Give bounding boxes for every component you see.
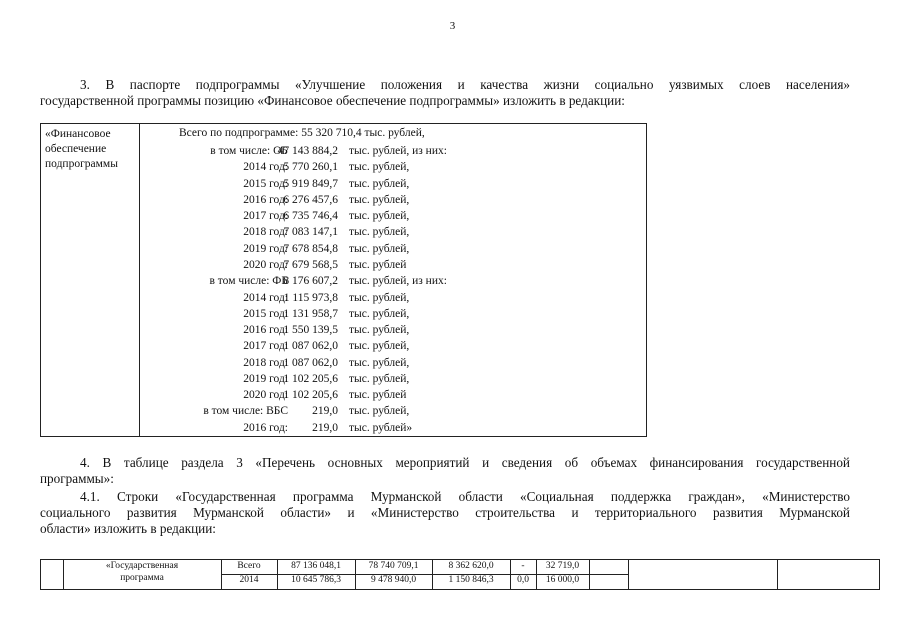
finance-row <box>41 355 648 371</box>
budget-cell-ob: 78 740 709,1 <box>368 561 419 571</box>
finance-label-line: обеспечение <box>45 143 107 155</box>
finance-row-unit: тыс. рублей, <box>349 405 410 418</box>
finance-row <box>41 241 648 257</box>
finance-row-label: в том числе: ВБС <box>203 405 288 418</box>
finance-row-value: 7 679 568,5 <box>283 258 338 271</box>
budget-col-line <box>777 560 778 589</box>
finance-row-label: 2017 год: <box>243 340 288 353</box>
finance-row-value: 219,0 <box>312 421 338 434</box>
finance-row-unit: тыс. рублей, <box>349 193 410 206</box>
finance-row-unit: тыс. рублей, <box>349 226 410 239</box>
budget-col-line <box>628 560 629 589</box>
budget-cell-vbs: 16 000,0 <box>545 575 580 585</box>
finance-row-unit: тыс. рублей, <box>349 340 410 353</box>
finance-table <box>40 123 647 437</box>
finance-row-value: 7 083 147,1 <box>283 226 338 239</box>
budget-cell-fb: 8 362 620,0 <box>448 561 494 571</box>
finance-row-label: 2020 год: <box>243 258 288 271</box>
finance-row-label: 2015 год: <box>243 177 288 190</box>
finance-row-label: 2020 год: <box>243 389 288 402</box>
section-4-line-2: программы»: <box>40 471 114 486</box>
finance-row-value: 1 102 205,6 <box>283 389 338 402</box>
finance-row-value: 1 131 958,7 <box>283 307 338 320</box>
budget-table <box>40 559 880 590</box>
finance-total: Всего по подпрограмме: 55 320 710,4 тыс. рублей, <box>179 127 425 139</box>
finance-row-label: 2019 год: <box>243 372 288 385</box>
finance-row <box>41 306 648 322</box>
finance-row <box>41 338 648 354</box>
finance-row-value: 7 678 854,8 <box>283 242 338 255</box>
finance-row-value: 47 143 884,2 <box>277 145 338 157</box>
finance-row-label: 2014 год: <box>243 161 288 174</box>
finance-row-value: 1 087 062,0 <box>283 356 338 369</box>
budget-cell-mb: - <box>521 561 525 571</box>
budget-program-name: программа <box>120 573 164 583</box>
finance-row-unit: тыс. рублей, <box>349 291 410 304</box>
finance-row <box>41 143 648 159</box>
finance-row-unit: тыс. рублей <box>349 389 407 402</box>
finance-row-value: 5 919 849,7 <box>283 177 338 190</box>
section-3-line-1: 3. В паспорте подпрограммы «Улучшение положения и качества жизни социально уязвимых слоев населения» <box>80 77 850 92</box>
page-number: 3 <box>449 20 456 32</box>
budget-cell-mb: 0,0 <box>517 575 529 585</box>
section-4-line-1: 4. В таблице раздела 3 «Перечень основных мероприятий и сведения об объемах финансирования государственной <box>80 455 850 470</box>
finance-row <box>41 290 648 306</box>
finance-row-label: 2016 год: <box>243 421 288 434</box>
finance-row-unit: тыс. рублей, <box>349 242 410 255</box>
finance-row-value: 1 550 139,5 <box>283 324 338 337</box>
finance-row <box>41 420 648 436</box>
finance-row-label: 2018 год: <box>243 356 288 369</box>
finance-row-label: 2016 год: <box>243 324 288 337</box>
finance-row-value: 219,0 <box>312 405 338 418</box>
finance-row-label: 2018 год: <box>243 226 288 239</box>
section-4-1-line-1: 4.1. Строки «Государственная программа Мурманской области «Социальная поддержка граждан», «Министерство <box>80 489 850 504</box>
budget-cell-ob: 9 478 940,0 <box>370 575 417 585</box>
finance-row <box>41 273 648 289</box>
finance-row-label: в том числе: ФБ <box>209 275 288 288</box>
finance-row-value: 1 087 062,0 <box>283 340 338 353</box>
section-3-line-2: государственной программы позицию «Финансовое обеспечение подпрограммы» изложить в редакции: <box>40 93 625 108</box>
finance-row <box>41 387 648 403</box>
finance-label-line: «Финансовое <box>45 128 111 140</box>
finance-row-value: 1 102 205,6 <box>283 372 338 385</box>
finance-row <box>41 192 648 208</box>
budget-cell-period: 2014 <box>239 575 259 585</box>
finance-row-value: 1 115 973,8 <box>283 291 338 304</box>
finance-row-value: 5 770 260,1 <box>283 161 338 174</box>
finance-row-unit: тыс. рублей, из них: <box>349 275 447 288</box>
finance-row-value: 8 176 607,2 <box>283 275 338 288</box>
finance-row <box>41 159 648 175</box>
finance-row-unit: тыс. рублей, <box>349 324 410 337</box>
finance-row <box>41 403 648 419</box>
budget-cell-total: 87 136 048,1 <box>291 561 341 571</box>
finance-row-unit: тыс. рублей, <box>349 161 410 174</box>
finance-row-label: 2014 год: <box>243 291 288 304</box>
finance-row-unit: тыс. рублей <box>349 258 407 271</box>
finance-row-unit: тыс. рублей, <box>349 177 410 190</box>
budget-cell-vbs: 32 719,0 <box>545 561 580 571</box>
budget-cell-total: 10 645 786,3 <box>291 575 341 585</box>
finance-row-unit: тыс. рублей, из них: <box>349 145 447 157</box>
finance-label-line: подпрограммы <box>45 158 118 170</box>
finance-row-unit: тыс. рублей, <box>349 210 410 223</box>
finance-row <box>41 257 648 273</box>
finance-row-value: 6 276 457,6 <box>283 193 338 206</box>
finance-row-unit: тыс. рублей, <box>349 307 410 320</box>
finance-row <box>41 176 648 192</box>
finance-row <box>41 322 648 338</box>
finance-row-unit: тыс. рублей» <box>349 421 413 434</box>
section-4-1-line-3: области» изложить в редакции: <box>40 521 216 536</box>
finance-row-label: 2017 год: <box>243 210 288 223</box>
section-4-1-line-2: социального развития Мурманской области» и «Министерство строительства и территориального развития Мурманской <box>40 505 850 520</box>
finance-row <box>41 224 648 240</box>
finance-row <box>41 208 648 224</box>
budget-cell-period: Всего <box>237 561 261 571</box>
finance-row-unit: тыс. рублей, <box>349 372 410 385</box>
budget-program-name: «Государственная <box>105 561 179 571</box>
budget-cell-fb: 1 150 846,3 <box>448 575 494 585</box>
finance-row-value: 6 735 746,4 <box>283 210 338 223</box>
finance-row-label: 2015 год: <box>243 307 288 320</box>
finance-row-unit: тыс. рублей, <box>349 356 410 369</box>
finance-row <box>41 371 648 387</box>
finance-row-label: 2016 год: <box>243 193 288 206</box>
finance-row-label: в том числе: ОБ <box>210 145 288 157</box>
finance-row-label: 2019 год: <box>243 242 288 255</box>
